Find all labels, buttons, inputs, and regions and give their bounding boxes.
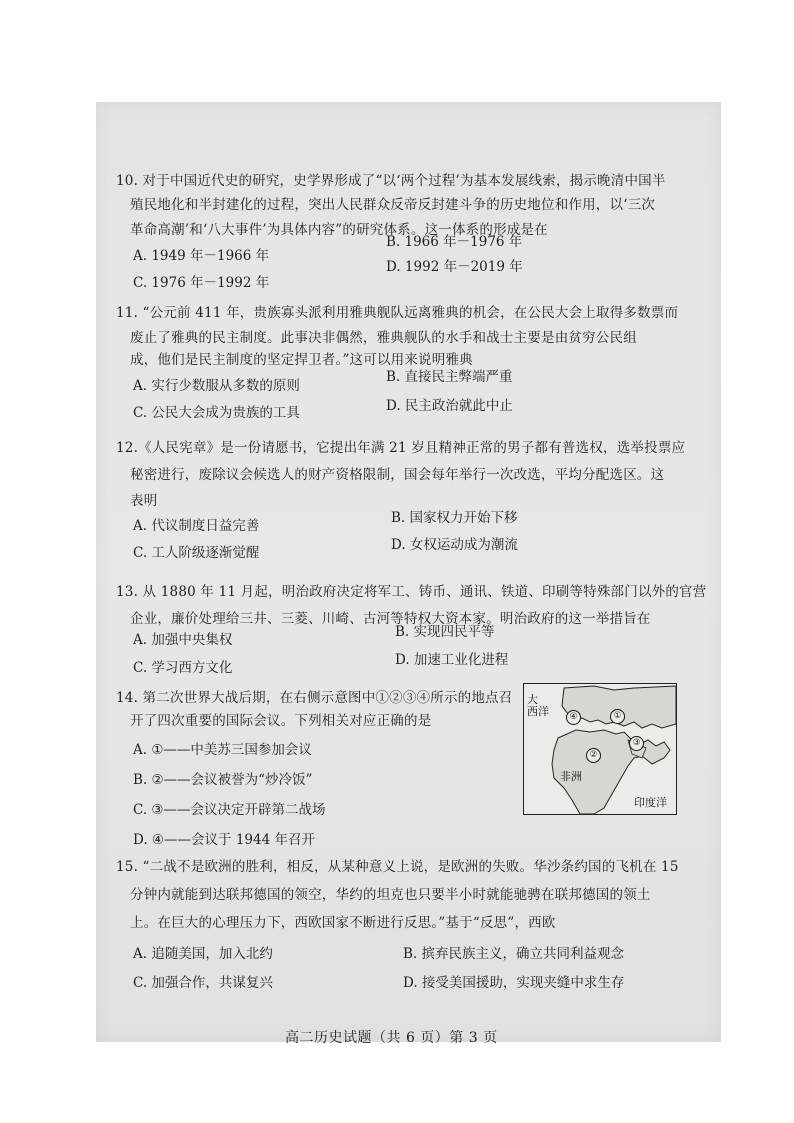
map-marker-3: ③ (629, 736, 644, 751)
q13-line-2: 企业，廉价处理给三井、三菱、川崎、古河等特权大资本家。明治政府的这一举措旨在 (130, 611, 651, 627)
q14-option-b: B. ②——会议被誉为“炒冷饭” (133, 772, 313, 788)
page-footer: 高二历史试题（共 6 页）第 3 页 (285, 1030, 498, 1046)
q10-option-a: A. 1949 年－1966 年 (133, 248, 270, 264)
q10-line-2: 殖民地化和半封建化的过程，突出人民群众反帝反封建斗争的历史地位和作用，以‘三次 (130, 197, 656, 213)
q11-option-c: C. 公民大会成为贵族的工具 (133, 405, 300, 421)
q14-option-a: A. ①——中美苏三国参加会议 (133, 742, 312, 758)
q12-option-b: B. 国家权力开始下移 (391, 510, 518, 526)
q14-option-c: C. ③——会议决定开辟第二战场 (133, 802, 326, 818)
q13-line-1: 13. 从 1880 年 11 月起，明治政府决定将军工、铸币、通讯、铁道、印刷等特殊部门以外的官营 (116, 584, 707, 600)
q15-option-b: B. 摈弃民族主义，确立共同利益观念 (403, 946, 625, 962)
q10-line-1: 10. 对于中国近代史的研究，史学界形成了“以‘两个过程’为基本发展线索，揭示晚清中国半 (116, 173, 666, 189)
conference-map (523, 683, 677, 815)
q12-line-2: 秘密进行，废除议会候选人的财产资格限制，国会每年举行一次改选，平均分配选区。这 (130, 467, 665, 483)
q10-option-b: B. 1966 年－1976 年 (386, 234, 523, 250)
q15-line-3: 上。在巨大的心理压力下，西欧国家不断进行反思。”基于“反思”，西欧 (130, 915, 556, 931)
q10-option-d: D. 1992 年－2019 年 (386, 259, 523, 275)
q10-line-3: 革命高潮’和‘八大事件’为具体内容”的研究体系。这一体系的形成是在 (130, 222, 548, 238)
q13-option-b: B. 实现四民平等 (395, 624, 495, 640)
q13-option-c: C. 学习西方文化 (133, 660, 233, 676)
map-marker-1: ① (610, 709, 625, 724)
q11-option-a: A. 实行少数服从多数的原则 (133, 378, 300, 394)
map-marker-4: ④ (566, 710, 581, 725)
q12-line-3: 表明 (130, 493, 158, 509)
q14-option-d: D. ④——会议于 1944 年召开 (133, 832, 315, 848)
map-label-indian-ocean: 印度洋 (634, 796, 667, 809)
q13-option-a: A. 加强中央集权 (133, 632, 233, 648)
q15-line-2: 分钟内就能到达联邦德国的领空，华约的坦克也只要半小时就能驰骋在联邦德国的领土 (130, 887, 651, 903)
q10-option-c: C. 1976 年－1992 年 (133, 275, 270, 291)
q13-option-d: D. 加速工业化进程 (395, 652, 509, 668)
q11-option-b: B. 直接民主弊端严重 (386, 369, 513, 385)
map-label-atlantic (527, 694, 549, 718)
map-label-africa: 非洲 (560, 770, 582, 783)
q12-option-d: D. 女权运动成为潮流 (391, 537, 518, 553)
q11-option-d: D. 民主政治就此中止 (386, 398, 513, 414)
q12-line-1: 12.《人民宪章》是一份请愿书，它提出年满 21 岁且精神正常的男子都有普选权，选举投票应 (116, 440, 686, 456)
q14-line-1: 14. 第二次世界大战后期，在右侧示意图中①②③④所示的地点召 (116, 690, 513, 706)
q11-line-2: 废止了雅典的民主制度。此事决非偶然，雅典舰队的水手和战士主要是由贫穷公民组 (130, 330, 637, 346)
q14-line-2: 开了四次重要的国际会议。下列相关对应正确的是 (130, 713, 432, 729)
map-label-atlantic-2: 西 (527, 705, 538, 718)
q12-option-a: A. 代议制度日益完善 (133, 518, 260, 534)
q12-option-c: C. 工人阶级逐渐觉醒 (133, 545, 260, 561)
q15-option-c: C. 加强合作，共谋复兴 (133, 975, 273, 991)
map-label-atlantic-3: 洋 (538, 705, 549, 718)
map-label-atlantic-1: 大 (527, 693, 538, 706)
q15-line-1: 15. “二战不是欧洲的胜利，相反，从某种意义上说，是欧洲的失败。华沙条约国的飞机在 15 (116, 859, 679, 875)
q15-option-d: D. 接受美国援助，实现夹缝中求生存 (403, 975, 625, 991)
q11-line-1: 11. “公元前 411 年，贵族寡头派利用雅典舰队远离雅典的机会，在公民大会上取得多数票而 (116, 305, 679, 321)
q15-option-a: A. 追随美国，加入北约 (133, 946, 273, 962)
q11-line-3: 成，他们是民主制度的坚定捍卫者。”这可以用来说明雅典 (130, 352, 473, 368)
map-marker-2: ② (586, 748, 601, 763)
